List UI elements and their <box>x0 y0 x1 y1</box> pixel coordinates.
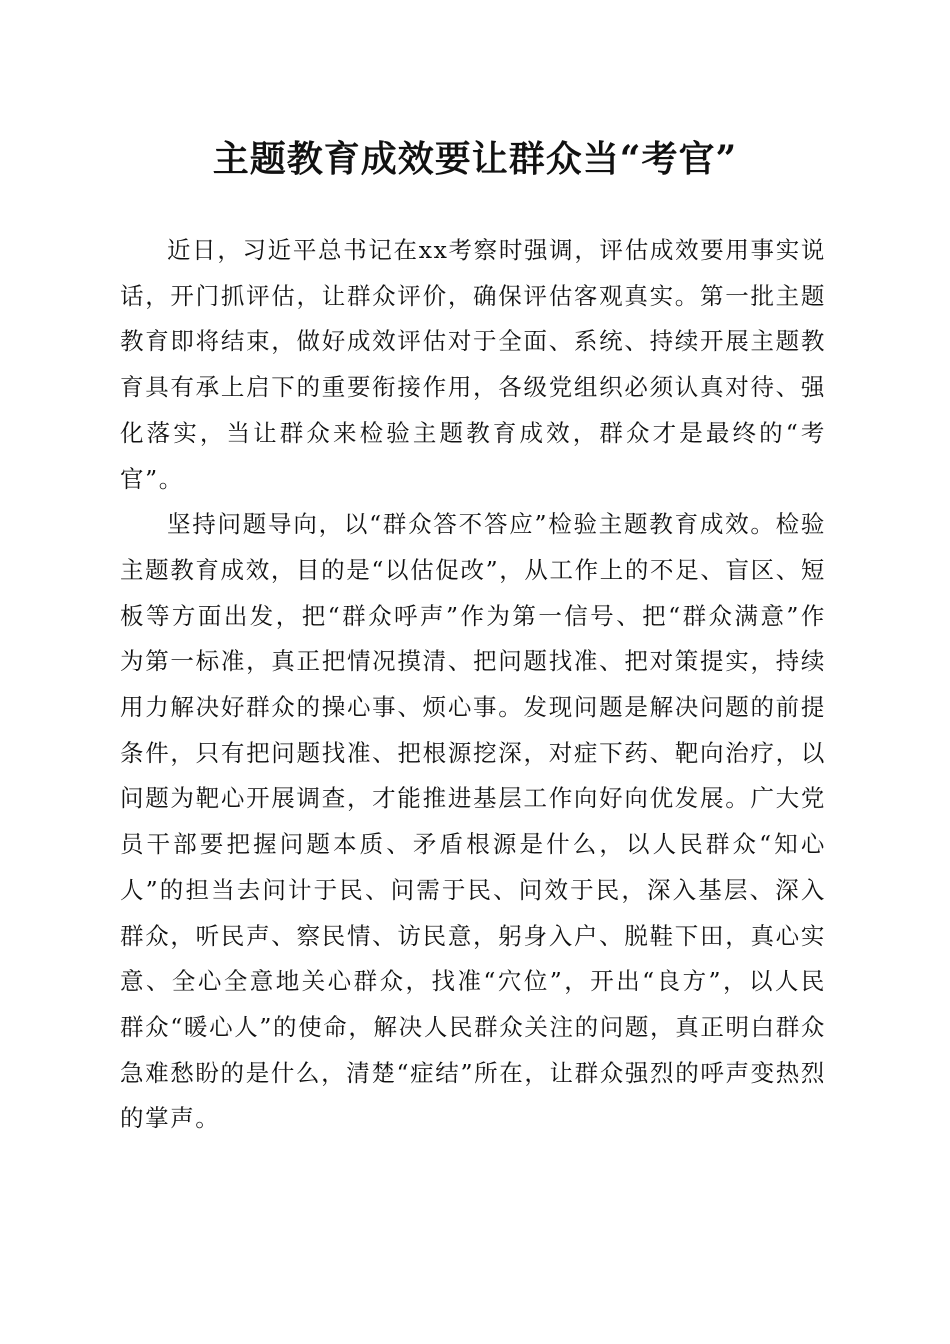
paragraph-1: 近日，习近平总书记在xx考察时强调，评估成效要用事实说话，开门抓评估，让群众评价，确保评估客观真实。第一批主题教育即将结束，做好成效评估对于全面、系统、持续开展主题教育具有承上启下的重要衔接作用，各级党组织必须认真对待、强化落实，当让群众来检验主题教育成效，群众才是最终的“考官”。 <box>120 236 826 493</box>
paragraph-2: 坚持问题导向，以“群众答不答应”检验主题教育成效。检验主题教育成效，目的是“以估促改”，从工作上的不足、盲区、短板等方面出发，把“群众呼声”作为第一信号、把“群众满意”作为第一标准，真正把情况摸清、把问题找准、把对策提实，持续用力解决好群众的操心事、烦心事。发现问题是解决问题的前提条件，只有把问题找准、把根源挖深，对症下药、靶向治疗，以问题为靶心开展调查，才能推进基层工作向好向优发展。广大党员干部要把握问题本质、矛盾根源是什么，以人民群众“知心人”的担当去问计于民、问需于民、问效于民，深入基层、深入群众，听民声、察民情、访民意，躬身入户、脱鞋下田，真心实意、全心全意地关心群众，找准“穴位”，开出“良方”，以人民群众“暖心人”的使命，解决人民群众关注的问题，真正明白群众急难愁盼的是什么，清楚“症结”所在，让群众强烈的呼声变热烈的掌声。 <box>120 510 826 1133</box>
document-body <box>120 228 826 1142</box>
document-title: 主题教育成效要让群众当“考官” <box>212 138 738 180</box>
